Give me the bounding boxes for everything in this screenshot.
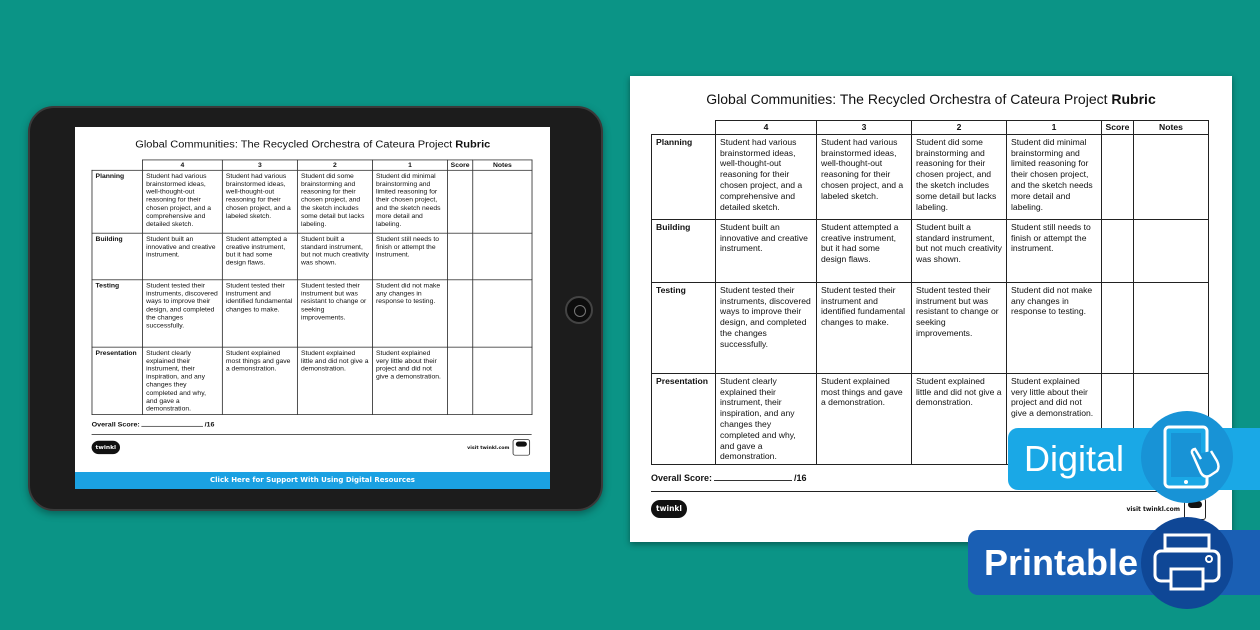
rubric-cell: Student tested their instrument but was resistant to change or seeking improvements. — [912, 282, 1007, 373]
column-header: 4 — [143, 160, 223, 170]
rubric-cell — [447, 347, 472, 415]
rubric-cell — [473, 233, 532, 280]
rubric-cell: Student attempted a creative instrument, but it had some design flaws. — [222, 233, 297, 280]
digital-tag: Digital — [1008, 428, 1260, 490]
tablet-preview — [28, 106, 603, 511]
rubric-cell: Student did not make any changes in response to testing. — [1007, 282, 1102, 373]
rubric-body — [92, 160, 532, 429]
row-label: Planning — [92, 170, 143, 233]
rubric-cell: Student built a standard instrument, but not much creativity was shown. — [912, 219, 1007, 282]
rubric-cell: Student built an innovative and creative instrument. — [716, 219, 817, 282]
twinkl-logo: twinkl — [651, 500, 687, 518]
visit-link: visit twinkl.com — [1126, 506, 1180, 513]
row-label: Building — [92, 233, 143, 280]
row-label: Testing — [652, 282, 716, 373]
column-header: Notes — [1134, 121, 1209, 135]
overall-label: Overall Score: — [91, 420, 140, 429]
rubric-cell: Student explained little and did not give a demonstration. — [297, 347, 372, 415]
column-header: 3 — [817, 121, 912, 135]
rubric-cell: Student clearly explained their instrument, their inspiration, and any changes they completed and why, and gave a demonstration. — [716, 373, 817, 464]
row-label: Testing — [92, 280, 143, 347]
rubric-cell: Student still needs to finish or attempt the instrument. — [1007, 219, 1102, 282]
column-header: 4 — [716, 121, 817, 135]
tablet-touch-icon — [1141, 411, 1233, 503]
row-label: Building — [652, 219, 716, 282]
rubric-cell: Student had various brainstormed ideas, well-thought-out reasoning for their chosen project, and a labeled sketch. — [222, 170, 297, 233]
twinkl-logo: twinkl — [92, 441, 120, 454]
rubric-cell — [447, 280, 472, 347]
rubric-cell: Student explained most things and gave a demonstration. — [222, 347, 297, 415]
score-blank — [714, 480, 792, 481]
row-label: Planning — [652, 134, 716, 219]
title-bold: Rubric — [455, 138, 491, 150]
row-label: Presentation — [652, 373, 716, 464]
rubric-cell: Student did minimal brainstorming and limited reasoning for their chosen project, and the sketch needs more detail and labeling. — [1007, 134, 1102, 219]
rubric-cell — [1102, 282, 1134, 373]
rubric-document — [75, 127, 550, 472]
column-header: 1 — [1007, 121, 1102, 135]
footer-divider — [92, 434, 532, 435]
table-row — [652, 134, 1209, 219]
rubric-cell — [1134, 282, 1209, 373]
title-text: Global Communities: The Recycled Orchestra of Cateura Project — [706, 91, 1112, 107]
header-row — [652, 121, 1209, 135]
printer-icon — [1141, 517, 1233, 609]
rubric-cell — [447, 170, 472, 233]
rubric-cell: Student still needs to finish or attempt the instrument. — [372, 233, 447, 280]
table-row — [652, 282, 1209, 373]
overall-total: /16 — [204, 420, 215, 429]
rubric-cell: Student built an innovative and creative instrument. — [143, 233, 223, 280]
row-label: Presentation — [92, 347, 143, 415]
column-header: Notes — [473, 160, 532, 170]
rubric-cell: Student explained very little about their project and did not give a demonstration. — [372, 347, 447, 415]
footer-divider — [651, 491, 1208, 492]
column-header: 3 — [222, 160, 297, 170]
overall-score — [92, 421, 532, 428]
rubric-cell: Student explained very little about their project and did not give a demonstration. — [1007, 373, 1102, 464]
document-title — [630, 91, 1232, 107]
column-header — [92, 160, 143, 170]
score-blank — [141, 426, 203, 427]
rubric-cell: Student had various brainstormed ideas, well-thought-out reasoning for their chosen project, and a labeled sketch. — [817, 134, 912, 219]
column-header: 2 — [297, 160, 372, 170]
rubric-cell: Student did not make any changes in response to testing. — [372, 280, 447, 347]
support-link-bar[interactable]: Click Here for Support With Using Digital Resources — [75, 472, 550, 489]
title-bold: Rubric — [1111, 91, 1156, 107]
rubric-cell — [1134, 134, 1209, 219]
column-header: Score — [447, 160, 472, 170]
rubric-cell: Student explained most things and gave a demonstration. — [817, 373, 912, 464]
rubric-table — [651, 120, 1209, 465]
rubric-cell: Student did some brainstorming and reasoning for their chosen project, and the sketch includes some detail but lacks labeling. — [297, 170, 372, 233]
rubric-cell — [473, 170, 532, 233]
table-row — [652, 219, 1209, 282]
column-header: Score — [1102, 121, 1134, 135]
table-row — [92, 170, 532, 233]
title-text: Global Communities: The Recycled Orchestra of Cateura Project — [135, 138, 456, 150]
tablet-screen — [75, 127, 550, 489]
header-row — [92, 160, 532, 170]
rubric-cell: Student tested their instruments, discovered ways to improve their design, and completed the changes successfully. — [716, 282, 817, 373]
table-row — [92, 347, 532, 415]
rubric-table — [92, 160, 533, 415]
rubric-cell — [473, 280, 532, 347]
rubric-cell — [1102, 134, 1134, 219]
rubric-cell: Student explained little and did not give a demonstration. — [912, 373, 1007, 464]
document-title — [75, 138, 550, 150]
rubric-cell: Student tested their instrument and identified fundamental changes to make. — [817, 282, 912, 373]
rubric-cell — [473, 347, 532, 415]
rubric-cell: Student attempted a creative instrument, but it had some design flaws. — [817, 219, 912, 282]
rubric-cell: Student did some brainstorming and reasoning for their chosen project, and the sketch includes some detail but lacks labeling. — [912, 134, 1007, 219]
rubric-cell: Student had various brainstormed ideas, well-thought-out reasoning for their chosen project, and a comprehensive and detailed sketch. — [716, 134, 817, 219]
table-row — [92, 233, 532, 280]
rubric-cell: Student tested their instruments, discovered ways to improve their design, and completed the changes successfully. — [143, 280, 223, 347]
visit-link: visit twinkl.com — [467, 445, 510, 451]
column-header: 1 — [372, 160, 447, 170]
rubric-cell: Student had various brainstormed ideas, well-thought-out reasoning for their chosen project, and a comprehensive and detailed sketch. — [143, 170, 223, 233]
rubric-cell: Student tested their instrument and identified fundamental changes to make. — [222, 280, 297, 347]
rubric-cell: Student did minimal brainstorming and limited reasoning for their chosen project, and the sketch needs more detail and labeling. — [372, 170, 447, 233]
rubric-cell — [1134, 219, 1209, 282]
overall-label: Overall Score: — [651, 473, 713, 484]
overall-total: /16 — [794, 473, 807, 484]
rubric-cell: Student tested their instrument but was resistant to change or seeking improvements. — [297, 280, 372, 347]
rubric-cell: Student clearly explained their instrument, their inspiration, and any changes they completed and why, and gave a demonstration. — [143, 347, 223, 415]
column-header: 2 — [912, 121, 1007, 135]
quality-badge-icon — [513, 439, 530, 455]
printable-tag: Printable — [968, 530, 1260, 595]
rubric-cell — [447, 233, 472, 280]
rubric-cell: Student built a standard instrument, but not much creativity was shown. — [297, 233, 372, 280]
rubric-cell — [1102, 219, 1134, 282]
column-header — [652, 121, 716, 135]
table-row — [92, 280, 532, 347]
home-button — [565, 296, 593, 324]
